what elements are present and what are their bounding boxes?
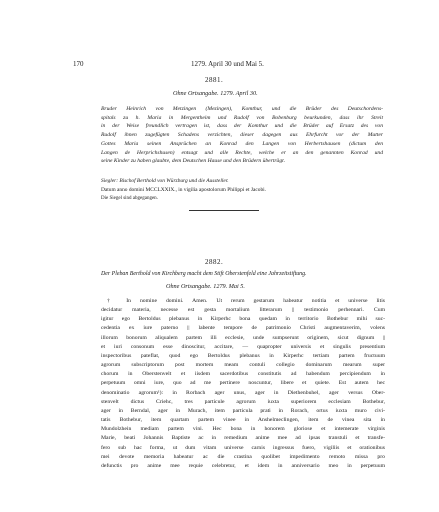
body-line: agrorum subscriptorum post mortem meam contuli collegio dominarum mearum super [101,362,385,369]
document-subhead: Ohne Ortsangabe. 1279. April 30. [173,90,258,97]
running-head: 1279. April 30 und Mai 5. [191,60,264,68]
body-line: chorum in Oberstenvelt et iisdem sacerdotibus constitutis ad habendum percipiendum in [101,371,385,378]
body-line: decidatur materia, necesse est gesta mortalium litterarum || testimonio perhennari. Cum [101,307,385,314]
siegler-note: Siegler: Bischof Berthold von Würzburg und die Aussteller. [101,178,229,184]
summary-line: seine Kinder zu haben glaubte, dem Deutschen Hause und den Brüdern überträgt. [101,158,286,165]
body-line: Marie, beati Johannis Baptiste ac in remedium anime mee ad ipsas transtuli et transfe- [101,435,385,442]
body-line: mei devote memoria habeatur ac die crastina quolibet impedimento remoto missa pro [101,453,385,460]
body-line: tatis Bothebur, item quartam partem vinee in Anshelmeclingen, item de vinea sita in [101,417,385,424]
body-line: igitur ego Bertoldus plebanus in Kirperhc bona quedam in territorio Bothebur mihi suc- [101,316,385,323]
body-line: ager in Berndal, ager in Murach, item particula prati in Rorach, ortus iuxta muro civi- [101,407,385,414]
body-line: defunctis pro anime mee requie celebretur, et idem in anniversario meo in perpetuum [101,462,385,469]
summary-line: in der Weise freundlich vertragen ist, dass der Komthur und die Brüder auf Ersatz des von [101,123,383,130]
document-title: Der Pleban Berthold von Kirchberg macht dem Stift Oberstenfeld eine Jahrzeitstiftung. [101,271,307,277]
body-line: et iuri consonum esse dinoscitur, accitare, — quapropter universis et singulis presentium [101,343,385,350]
summary-line: spitals zu h. Maria in Mergentheim und Rudolf von Bobenburg beurkunden, dass ihr Streit [101,114,383,121]
document-body [101,297,385,471]
body-line: illorum bonorum aliqualem partem illi ecclesie, unde sumpserunt originem, sicut dignum || [101,334,385,341]
seal-note: Die Siegel sind abgegangen. [101,196,158,201]
body-line: Mundolzhein mediam partem vini. Hec bona in honorem gloriose et intemerate virginis [101,426,385,433]
body-line: cedentia ex iure paterno || labente tempore de patrimonio Christi augmentaverim, volens [101,325,385,332]
body-line: stenvelt dictus Criehc, tres particule agrorum iuxta superiorem ecclesiam Bothebur, [101,398,385,405]
document-number: 2882. [205,258,224,266]
page-number: 170 [73,60,84,68]
document-subhead: Ohne Ortsangabe. 1279. Mai 5. [166,283,245,290]
body-line: denominatio agrorum¹): in Rorbach ager unus, ager in Diethenbuhel, ager versus Ober- [101,389,385,396]
document-number: 2881. [205,76,224,84]
summary-line: Langen de Herprichshusen) entsagt und alle Rechte, welche er an den genannten Konrad und [101,149,383,156]
body-line: inspectoribus pateflat, quod ego Bertoldus plebanus in Kirperhc tertiam partem fructuum [101,352,385,359]
document-summary [101,105,383,166]
summary-line: Bruder Heinrich von Metzingen (Mezingen), Komthur, und die Brüder des Deutschordens- [101,106,383,112]
datum-line: Datum anno domini MCCLXXIX., in vigilia apostolorum Philippi et Jacobi. [101,187,267,193]
section-divider [189,210,259,211]
summary-line: Rudolf ihnen zugefügten Schadens verzichten, dieser dagegen aus Ehrfurcht vor der Mutter [101,132,383,139]
summary-line: Gottes Maria seinen Ansprüchen an Konrad den Langen von Herbertshausen (dictum den [101,140,383,147]
body-line: fero sub hac forma, ut dum vitam universe carnis ingressus fuero, vigiliis et orationibus [101,444,385,451]
body-line: perpetuum omni iure, quo ad me pertinere noscuntur, libere et quiete. Est autem hec [101,380,385,387]
body-line: † In nomine domini. Amen. Ut rerum gestarum habeatur notitia et universe litis [107,298,385,304]
